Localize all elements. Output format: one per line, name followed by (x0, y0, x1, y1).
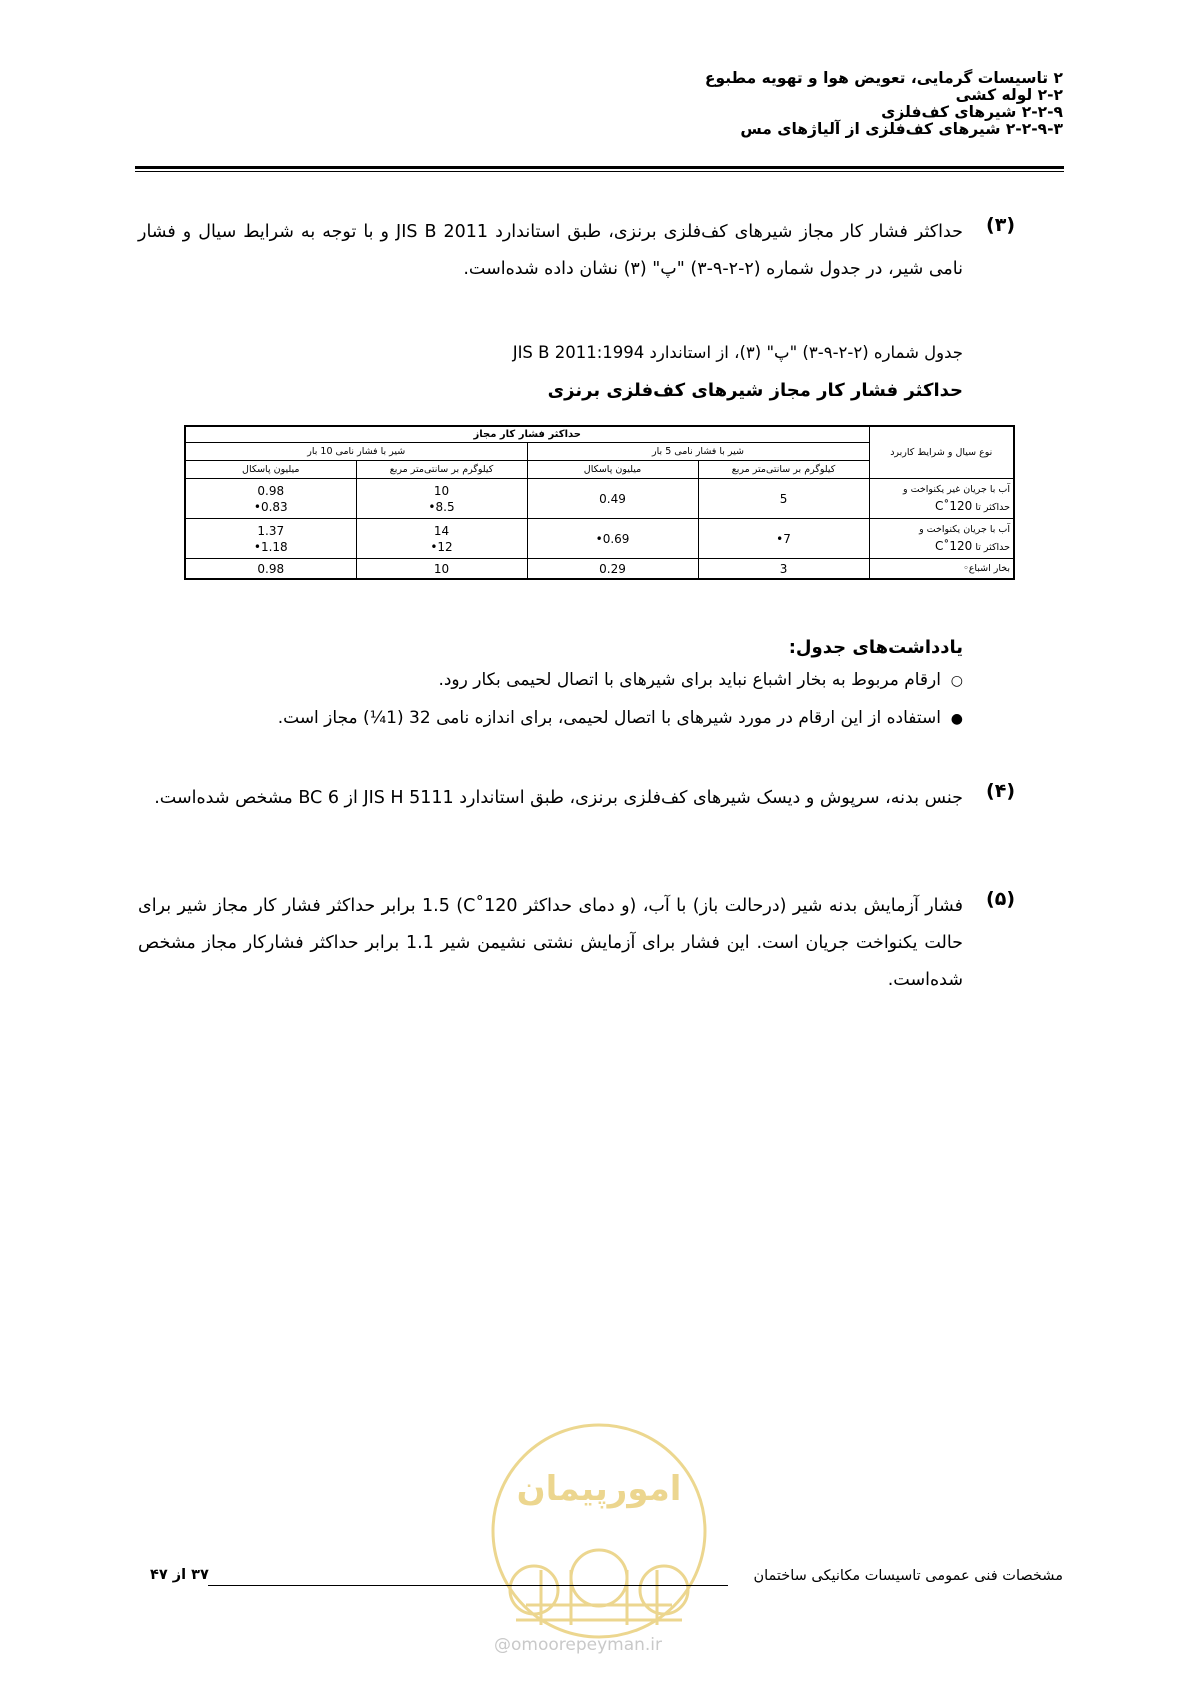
cell-kg5: 7• (698, 519, 869, 559)
header-unit-mpa-10: میلیون پاسکال (185, 461, 356, 479)
cell-kg5: 3 (698, 559, 869, 580)
notes-title: یادداشت‌های جدول: (788, 637, 963, 658)
header-rule-thin (135, 171, 1064, 172)
header-max-pressure: حداکثر فشار کار مجاز (185, 426, 869, 443)
footer-rule (208, 1585, 728, 1586)
cell-mpa10: 0.98 0.83• (185, 479, 356, 519)
header-line-3: ۲-۲-۹ شیرهای کف‌فلزی (881, 103, 1063, 121)
paragraph-3: حداکثر فشار کار مجاز شیرهای کف‌فلزی برنزی، طبق استاندارد JIS B 2011 و با توجه به شرایط سیال و فشار نامی شیر، در جدول شماره (۲-۲-۹-۳) "پ" (۳) نشان داده شده‌است. (138, 222, 963, 279)
header-10bar: شیر با فشار نامی 10 بار (185, 443, 527, 461)
table-row (185, 519, 1014, 559)
note-text: ارقام مربوط به بخار اشباع نباید برای شیرهای با اتصال لحیمی بکار رود. (438, 670, 941, 690)
cell-mpa10: 0.98 (185, 559, 356, 580)
paragraph-number-5: (۵) (986, 888, 1015, 910)
watermark-seal-icon (486, 1420, 712, 1642)
note-item (438, 670, 963, 690)
cell-kg10: 10 (356, 559, 527, 580)
cell-mpa10: 1.37 1.18• (185, 519, 356, 559)
footer-document-title: مشخصات فنی عمومی تاسیسات مکانیکی ساختمان (753, 1568, 1063, 1584)
page-header (463, 70, 1063, 138)
paragraph-4: جنس بدنه، سرپوش و دیسک شیرهای کف‌فلزی برنزی، طبق استاندارد JIS H 5111 از BC 6 مشخص شده‌است. (154, 788, 963, 808)
header-rule-thick (135, 166, 1064, 169)
row-label: آب با جریان یکنواخت و حداکثر تا 120˚C (869, 519, 1014, 559)
note-text: استفاده از این ارقام در مورد شیرهای با اتصال لحیمی، برای اندازه نامی 32 (1¼) مجاز است. (277, 708, 941, 728)
cell-kg5: 5 (698, 479, 869, 519)
table-caption-title: حداکثر فشار کار مجاز شیرهای کف‌فلزی برنزی (547, 380, 963, 401)
table-row (185, 479, 1014, 519)
paragraph-5: فشار آزمایش بدنه شیر (درحالت باز) با آب، (و دمای حداکثر 120˚C) 1.5 برابر حداکثر فشار کار مجاز شیر برای حالت یکنواخت جریان است. این فشار برای آزمایش نشتی نشیمن شیر 1.1 برابر حداکثر فشارکار مجاز مشخص شده‌است. (138, 896, 963, 990)
header-line-4: ۲-۲-۹-۳ شیرهای کف‌فلزی از آلیاژهای مس (740, 120, 1063, 138)
header-line-1: ۲ تاسیسات گرمایی، تعویض هوا و تهویه مطبوع (704, 69, 1063, 87)
paragraph-number-3: (۳) (986, 214, 1015, 236)
header-unit-kg-10: کیلوگرم بر سانتی‌متر مربع (356, 461, 527, 479)
row-label: بخار اشباع◦ (869, 559, 1014, 580)
table-caption-number: جدول شماره (۲-۲-۹-۳) "پ" (۳)، از استاندارد JIS B 2011:1994 (512, 343, 963, 362)
cell-mpa5: 0.69• (527, 519, 698, 559)
header-fluid: نوع سیال و شرایط کاربرد (869, 426, 1014, 479)
watermark-url: @omoorepeyman.ir (494, 1635, 663, 1655)
table-row (185, 559, 1014, 580)
header-unit-kg-5: کیلوگرم بر سانتی‌متر مربع (698, 461, 869, 479)
seal-text: امورپیمان (516, 1469, 682, 1509)
header-unit-mpa-5: میلیون پاسکال (527, 461, 698, 479)
filled-circle-icon: ● (950, 711, 963, 727)
footer-page-number: ۳۷ از ۴۷ (150, 1567, 209, 1583)
hollow-circle-icon: ○ (950, 673, 963, 689)
cell-mpa5: 0.49 (527, 479, 698, 519)
cell-kg10: 10 8.5• (356, 479, 527, 519)
note-item (278, 708, 963, 728)
row-label: آب با جریان غیر یکنواخت و حداکثر تا 120˚C (869, 479, 1014, 519)
cell-mpa5: 0.29 (527, 559, 698, 580)
pressure-table (184, 425, 1015, 580)
header-line-2: ۲-۲ لوله کشی (955, 86, 1063, 104)
cell-kg10: 14 12• (356, 519, 527, 559)
paragraph-number-4: (۴) (986, 780, 1015, 802)
header-5bar: شیر با فشار نامی 5 بار (527, 443, 869, 461)
